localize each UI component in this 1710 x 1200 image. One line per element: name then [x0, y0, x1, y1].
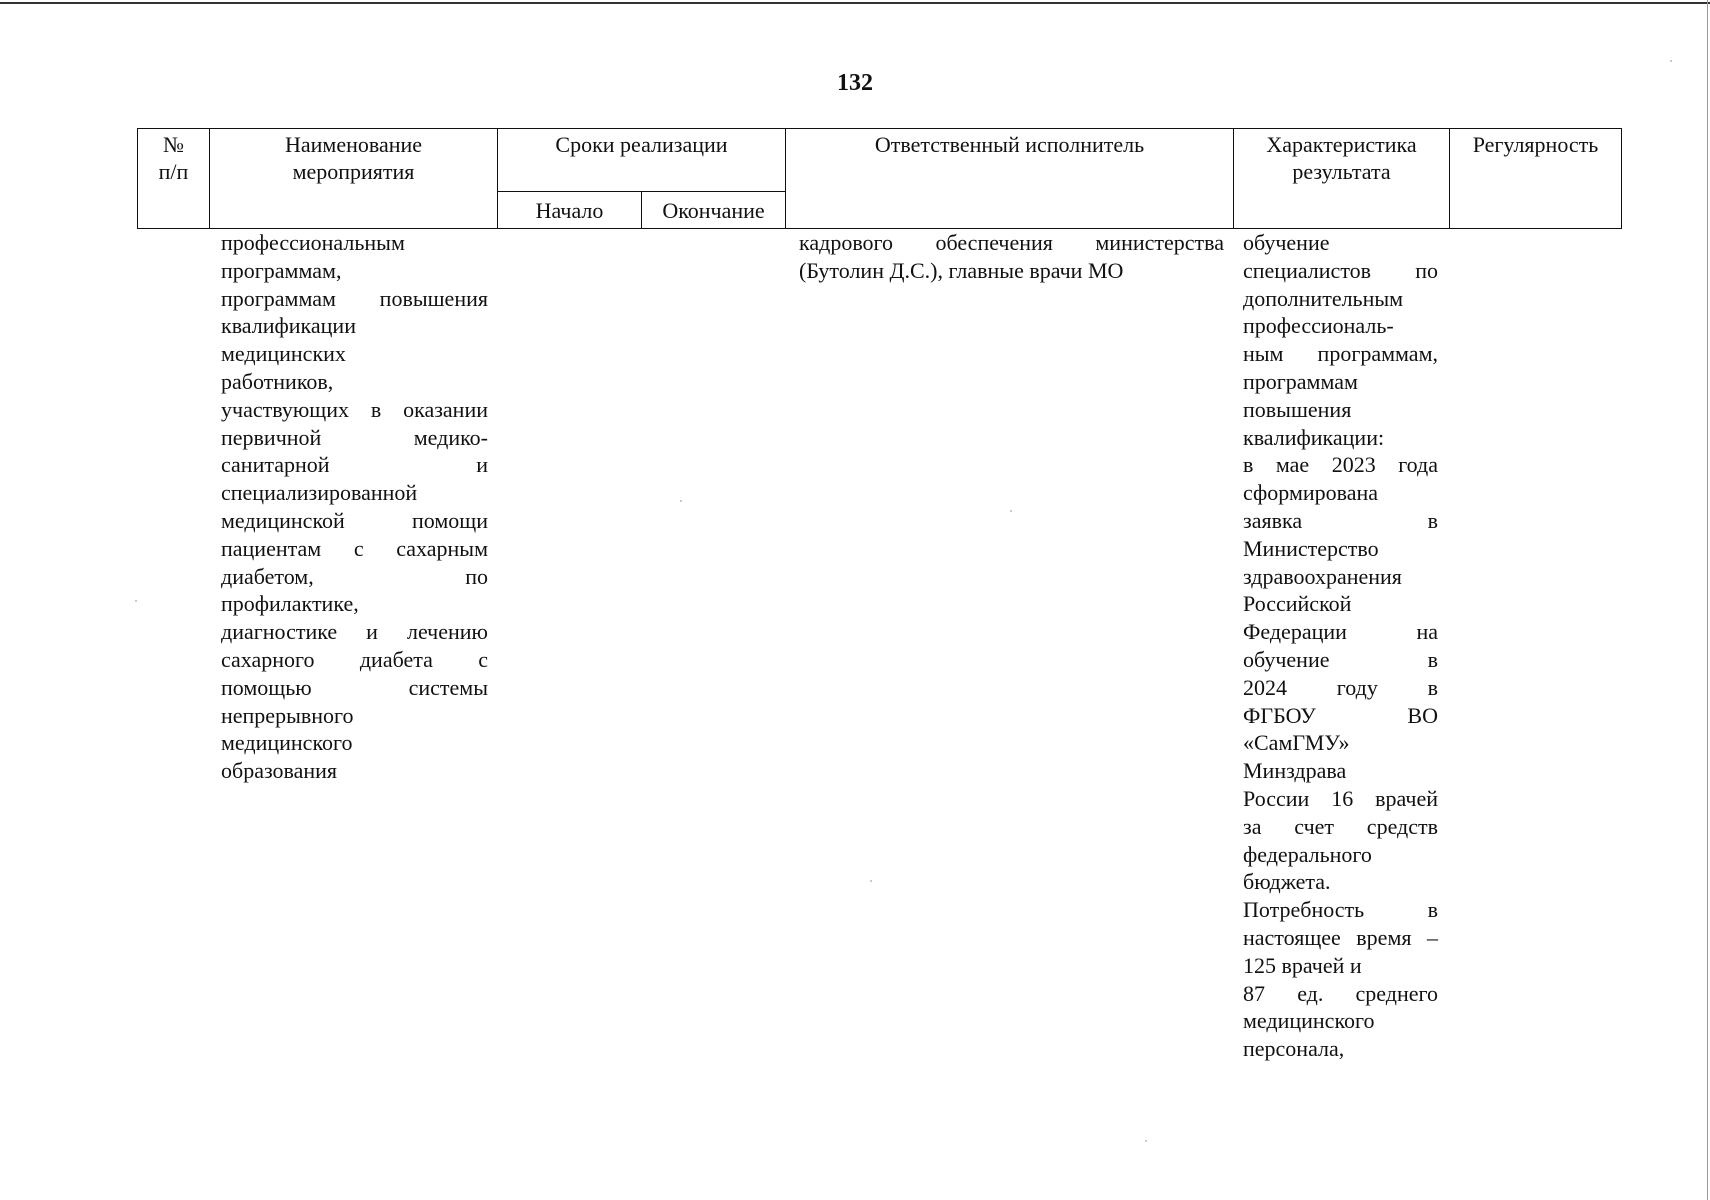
text-line: диагностике и лечению [221, 619, 488, 645]
text-line: программам повышения [221, 285, 488, 311]
header-result-line2: результата [1292, 159, 1391, 184]
text-line: пациентам с сахарным [221, 535, 488, 561]
page-number: 132 [837, 70, 873, 96]
header-result-line1: Характеристика [1266, 132, 1417, 157]
text-line: сахарного диабета с [221, 646, 488, 672]
text-line: медицинских [221, 341, 346, 367]
text-line: участвующих в оказании [221, 396, 488, 422]
text-line: Федерации на [1243, 619, 1438, 645]
text-line: непрерывного [221, 702, 354, 728]
scan-speck [680, 500, 682, 502]
text-line: Минздрава [1243, 758, 1347, 784]
scan-speck [1010, 510, 1012, 512]
header-number-line2: п/п [158, 159, 189, 184]
text-line: 2024 году в [1243, 674, 1438, 700]
text-line: (Бутолин Д.С.), главные врачи МО [799, 257, 1124, 283]
text-line: за счет средств [1243, 813, 1438, 839]
text-line: Российской [1243, 591, 1352, 617]
text-line: профессиональ- [1243, 313, 1394, 339]
page-right-edge [1707, 0, 1708, 1200]
text-line: образования [221, 758, 338, 784]
text-line: персонала, [1243, 1036, 1345, 1062]
text-line: повышения [1243, 396, 1352, 422]
text-line: России 16 врачей [1243, 785, 1438, 811]
page-top-edge [0, 2, 1710, 4]
text-line: здравоохранения [1243, 563, 1402, 589]
text-line: настоящее время – [1243, 924, 1438, 950]
text-line: специализированной [221, 480, 418, 506]
text-line: медицинской помощи [221, 507, 488, 533]
text-line: медицинского [1243, 1008, 1375, 1034]
scan-speck [135, 600, 137, 602]
text-line: ФГБОУ ВО [1243, 702, 1438, 728]
header-start: Начало [498, 192, 642, 229]
text-line: санитарной и [221, 452, 488, 478]
text-line: квалификации [221, 313, 356, 339]
text-line: Министерство [1243, 535, 1379, 561]
text-line: медицинского [221, 730, 353, 756]
scan-speck [1670, 60, 1672, 62]
text-line: ным программам, [1243, 341, 1438, 367]
activity-name-text [221, 229, 488, 785]
text-line: профессиональным [221, 230, 405, 255]
scan-speck [870, 880, 872, 882]
text-line: диабетом, по [221, 563, 488, 589]
text-line: программам [1243, 368, 1358, 394]
text-line: «СамГМУ» [1243, 730, 1350, 756]
text-line: сформирована [1243, 480, 1379, 506]
header-name [210, 129, 498, 229]
text-line: первичной медико- [221, 424, 488, 450]
text-line: квалификации: [1243, 424, 1385, 450]
header-name-line2: мероприятия [292, 159, 415, 184]
text-line: обучение в [1243, 646, 1438, 672]
header-timeline: Сроки реализации [498, 129, 786, 192]
text-line: 125 врачей и [1243, 952, 1362, 978]
text-line: кадрового обеспечения министерства [799, 230, 1224, 255]
text-line: обучение [1243, 230, 1330, 255]
table-header [137, 128, 1622, 229]
text-line: работников, [221, 368, 334, 394]
text-line: федерального [1243, 841, 1372, 867]
header-name-line1: Наименование [284, 132, 423, 157]
text-line: программам, [221, 257, 342, 283]
text-line: 87 ед. среднего [1243, 980, 1438, 1006]
text-line: профилактике, [221, 591, 359, 617]
text-line: дополнительным [1243, 285, 1404, 311]
text-line: в мае 2023 года [1243, 452, 1438, 478]
text-line: Потребность в [1243, 897, 1438, 923]
header-responsible: Ответственный исполнитель [786, 129, 1234, 229]
header-number [138, 129, 210, 229]
header-end: Окончание [642, 192, 786, 229]
responsible-text [799, 229, 1224, 285]
text-line: заявка в [1243, 507, 1438, 533]
text-line: помощью системы [221, 674, 488, 700]
header-result [1234, 129, 1450, 229]
scan-speck [1145, 1140, 1147, 1142]
header-number-line1: № [163, 132, 184, 157]
header-regularity: Регулярность [1450, 129, 1622, 229]
text-line: бюджета. [1243, 869, 1331, 895]
text-line: специалистов по [1243, 257, 1438, 283]
result-text [1243, 229, 1438, 1063]
